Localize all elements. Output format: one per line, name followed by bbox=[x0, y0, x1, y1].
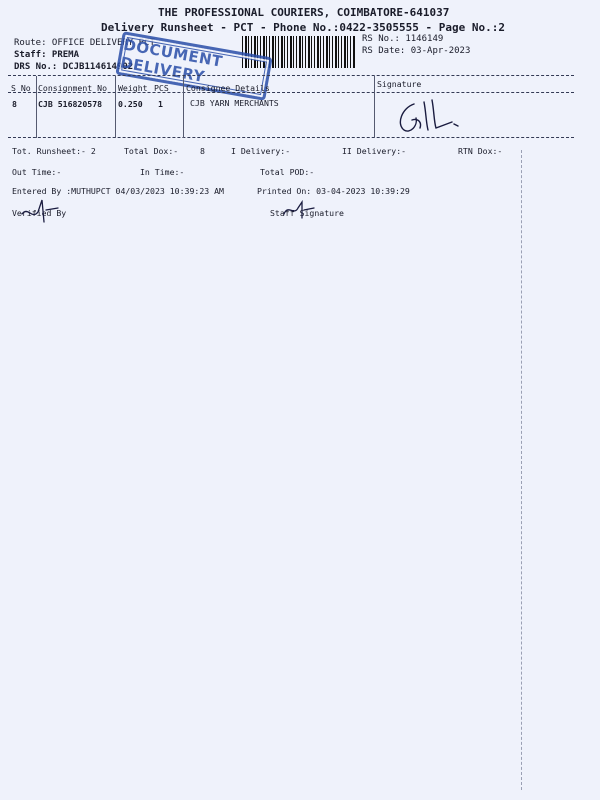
table-bottom-rule bbox=[8, 137, 574, 138]
total-pod: Total POD:- bbox=[260, 167, 315, 177]
runsheet-subtitle: Delivery Runsheet - PCT - Phone No.:0422-3505555 - Page No.:2 bbox=[101, 21, 505, 34]
rs-number: RS No.: 1146149 bbox=[362, 34, 444, 44]
row-weight: 0.250 bbox=[118, 99, 143, 109]
total-dox-value: 8 bbox=[200, 146, 205, 156]
scan-edge-line bbox=[521, 150, 522, 790]
col-divider bbox=[36, 76, 37, 138]
header-pcs: PCS bbox=[154, 83, 169, 93]
rtn-dox: RTN Dox:- bbox=[458, 146, 503, 156]
row-pcs: 1 bbox=[158, 99, 163, 109]
ii-delivery: II Delivery:- bbox=[342, 146, 407, 156]
staff-label: Staff: PREMA bbox=[14, 50, 80, 60]
header-consignment: Consignment No bbox=[38, 83, 108, 93]
header-signature: Signature bbox=[377, 79, 422, 89]
header-sno: S No bbox=[11, 83, 31, 93]
staff-signature-mark bbox=[280, 198, 320, 222]
out-time: Out Time:- bbox=[12, 167, 62, 177]
table-top-rule bbox=[8, 75, 574, 76]
verifier-signature bbox=[18, 196, 62, 226]
entered-by: Entered By :MUTHUPCT 04/03/2023 10:39:23 AM bbox=[12, 186, 224, 196]
verified-by-label: Verified By bbox=[12, 208, 67, 218]
staff-signature-label: Staff Signature bbox=[270, 208, 344, 218]
total-dox-label: Total Dox:- bbox=[124, 146, 179, 156]
i-delivery: I Delivery:- bbox=[231, 146, 291, 156]
col-divider bbox=[183, 76, 184, 138]
company-title: THE PROFESSIONAL COURIERS, COIMBATORE-641037 bbox=[158, 6, 450, 19]
col-divider bbox=[374, 76, 375, 138]
printed-on: Printed On: 03-04-2023 10:39:29 bbox=[257, 186, 410, 196]
header-details: Consignee Details bbox=[186, 83, 270, 93]
consignee-signature bbox=[392, 94, 482, 138]
in-time: In Time:- bbox=[140, 167, 185, 177]
rs-date: RS Date: 03-Apr-2023 bbox=[362, 46, 471, 56]
drs-number: DRS No.: DCJB114614902 bbox=[14, 62, 134, 72]
row-details: CJB YARN MERCHANTS bbox=[190, 98, 279, 108]
row-consignment: CJB 516820578 bbox=[38, 99, 103, 109]
header-weight: Weight bbox=[118, 83, 148, 93]
route-label: Route: OFFICE DELIVERY PCT bbox=[14, 38, 155, 48]
row-sno: 8 bbox=[12, 99, 17, 109]
tot-runsheet: Tot. Runsheet:- 2 bbox=[12, 146, 96, 156]
col-divider bbox=[115, 76, 116, 138]
stamp-text: DOCUMENT DELIVERY bbox=[118, 35, 225, 86]
